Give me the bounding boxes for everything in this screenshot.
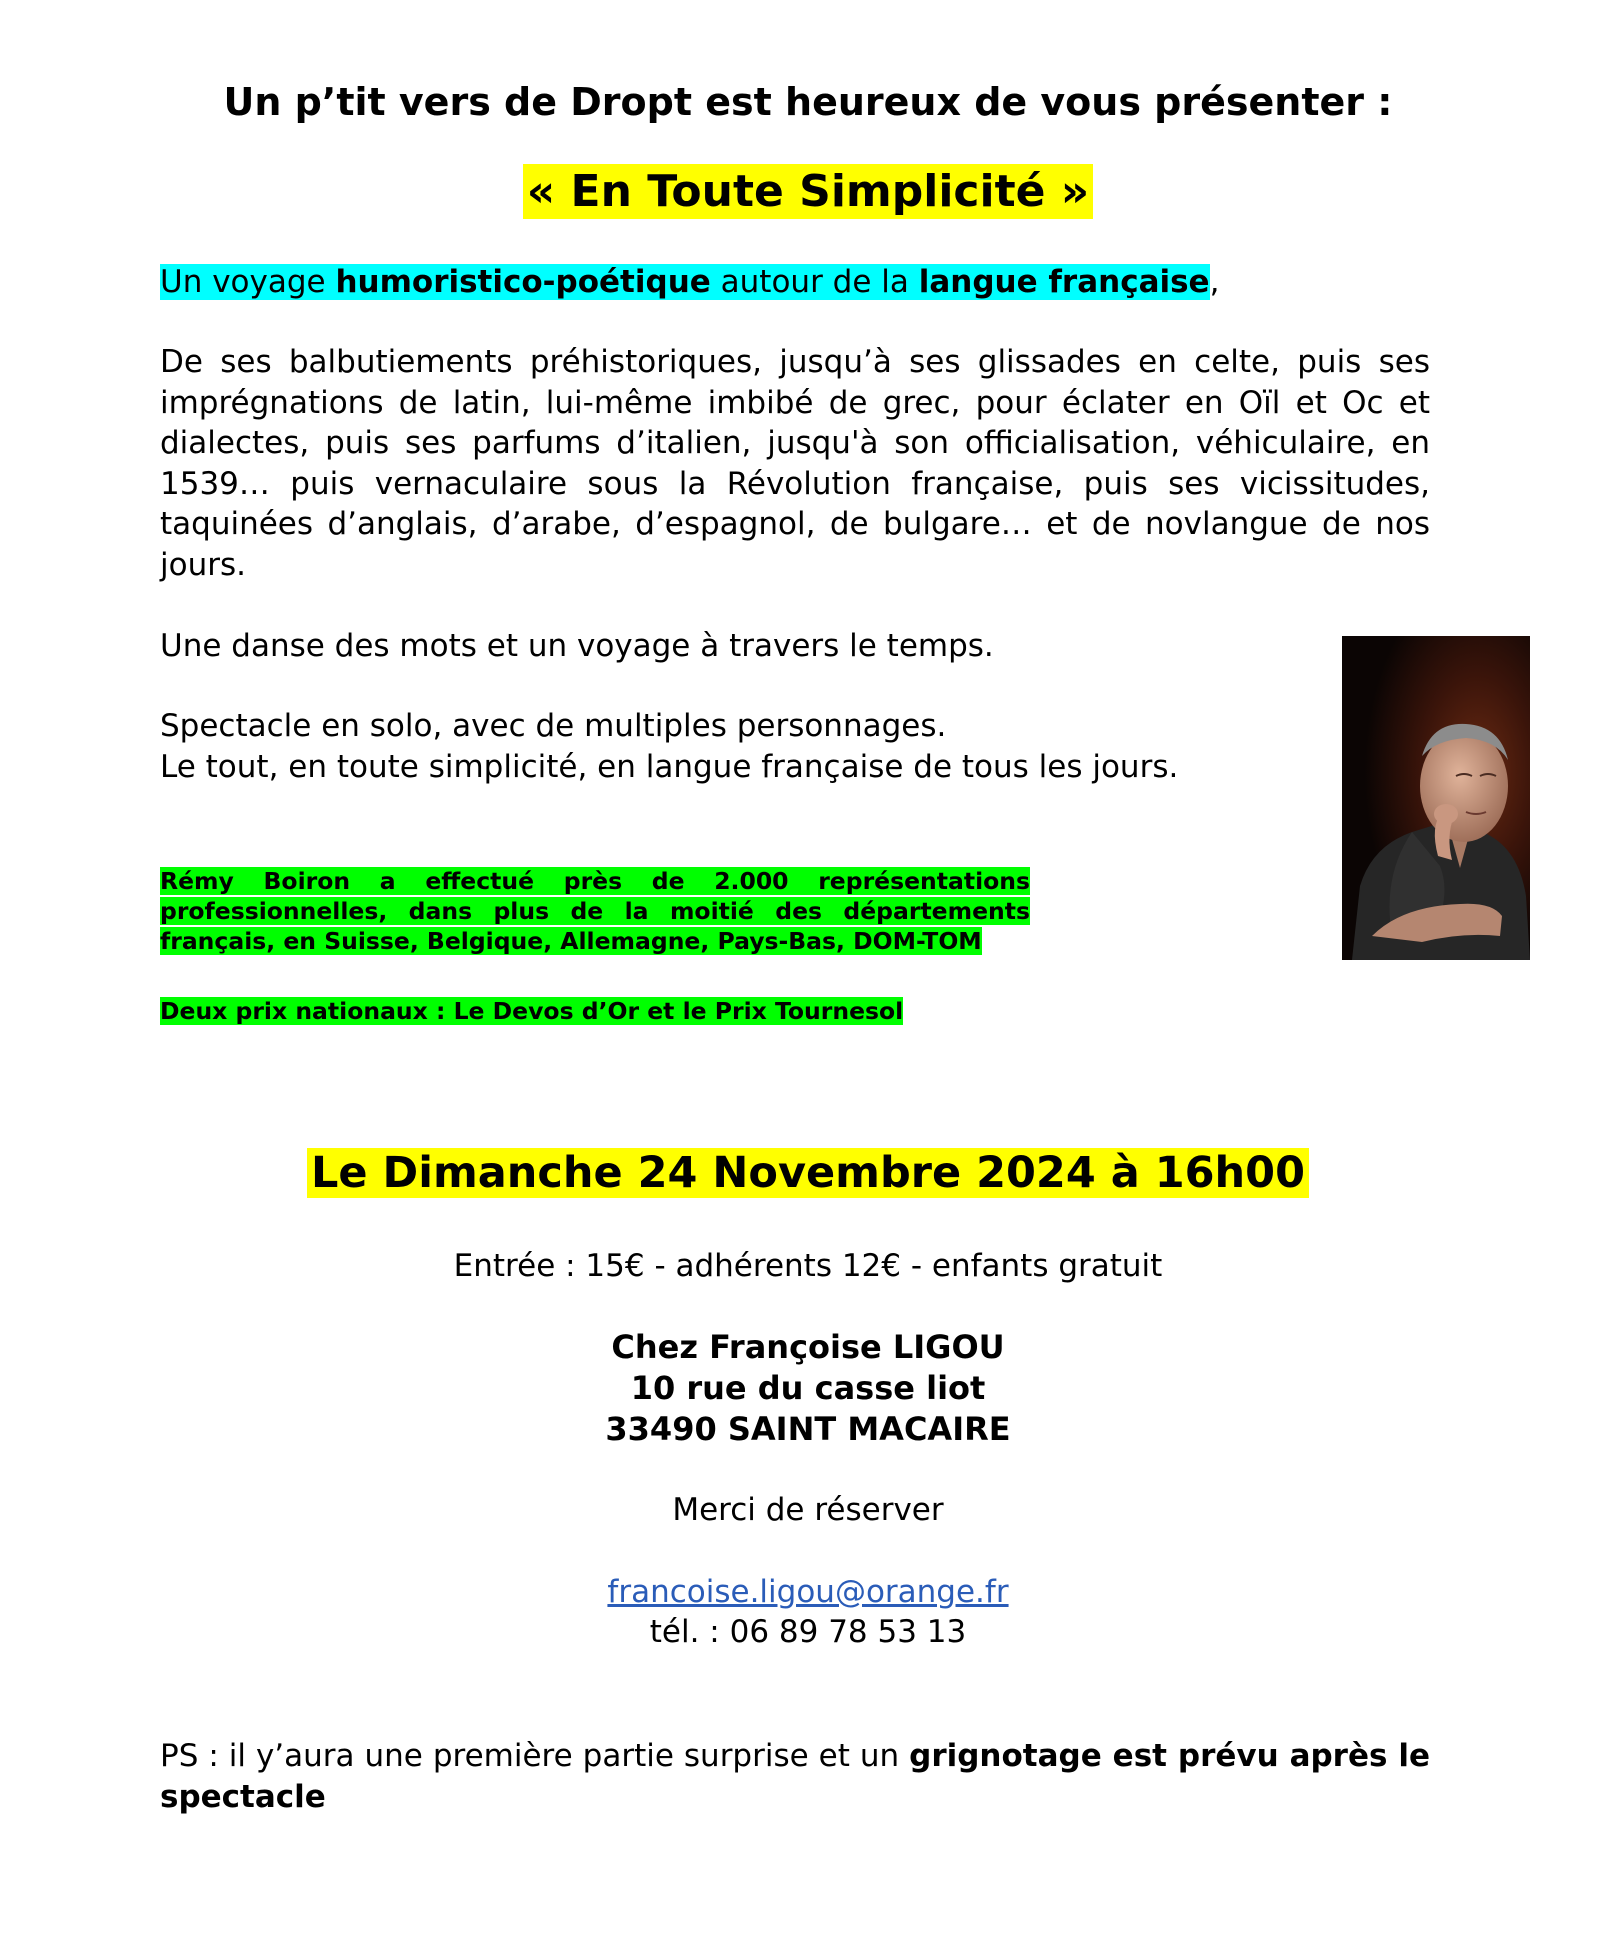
venue-city: 33490 SAINT MACAIRE (605, 1410, 1011, 1448)
career-block (160, 866, 1030, 956)
show-title (0, 166, 1616, 217)
prizes-text: Deux prix nationaux : Le Devos d’Or et le Prix Tournesol (160, 997, 904, 1025)
entry-prices: Entrée : 15€ - adhérents 12€ - enfants gratuit (453, 1248, 1163, 1284)
description-paragraph: De ses balbutiements préhistoriques, jusqu’à ses glissades en celte, puis ses imprégnations de latin, lui-même imbibé de grec, pour éclater en Oïl et Oc et dialectes, puis ses parfums d’italien, jusqu'à son officialisation, véhiculaire, en 1539… puis vernaculaire sous la Révolution française, puis ses vicissitudes, taquinées d’anglais, d’arabe, d’espagnol, de bulgare… et de novlangue de nos jours. (160, 344, 1430, 583)
subtitle-line (160, 262, 1430, 303)
event-date-text: Le Dimanche 24 Novembre 2024 à 16h00 (307, 1148, 1309, 1198)
subtitle-part-3: , (1209, 264, 1220, 300)
reserve-note: Merci de réserver (672, 1492, 944, 1528)
solo-line-1: Spectacle en solo, avec de multiples personnages. (160, 708, 947, 744)
postscript-normal: PS : il y’aura une première partie surprise et un (160, 1738, 910, 1774)
subtitle-part-1: Un voyage (160, 264, 336, 300)
subtitle-highlight (160, 264, 1210, 300)
subtitle-part-2: autour de la (710, 264, 919, 300)
venue-name: Chez Françoise LIGOU (611, 1328, 1005, 1366)
dance-line: Une danse des mots et un voyage à travers le temps. (160, 628, 994, 664)
venue-street: 10 rue du casse liot (630, 1369, 986, 1407)
intro-heading: Un p’tit vers de Dropt est heureux de vous présenter : (223, 80, 1393, 124)
postscript (160, 1736, 1430, 1818)
postscript-bold: grignotage est prévu après le spectacle (160, 1738, 1430, 1815)
email-link[interactable]: francoise.ligou@orange.fr (607, 1574, 1009, 1610)
solo-line-2: Le tout, en toute simplicité, en langue française de tous les jours. (160, 748, 1179, 785)
subtitle-bold-2: langue française (918, 264, 1210, 300)
event-date (0, 1148, 1616, 1198)
career-text: Rémy Boiron a effectué près de 2.000 représentations professionnelles, dans plus de la moitié des départements français, en Suisse, Belgique, Allemagne, Pays-Bas, DOM-TOM (160, 867, 1030, 955)
performer-photo (1342, 636, 1530, 960)
prizes-block (160, 996, 1030, 1026)
phone-number: tél. : 06 89 78 53 13 (649, 1614, 967, 1650)
subtitle-bold-1: humoristico-poétique (335, 264, 711, 300)
solo-lines (160, 706, 1430, 787)
show-title-text: « En Toute Simplicité » (523, 164, 1093, 219)
